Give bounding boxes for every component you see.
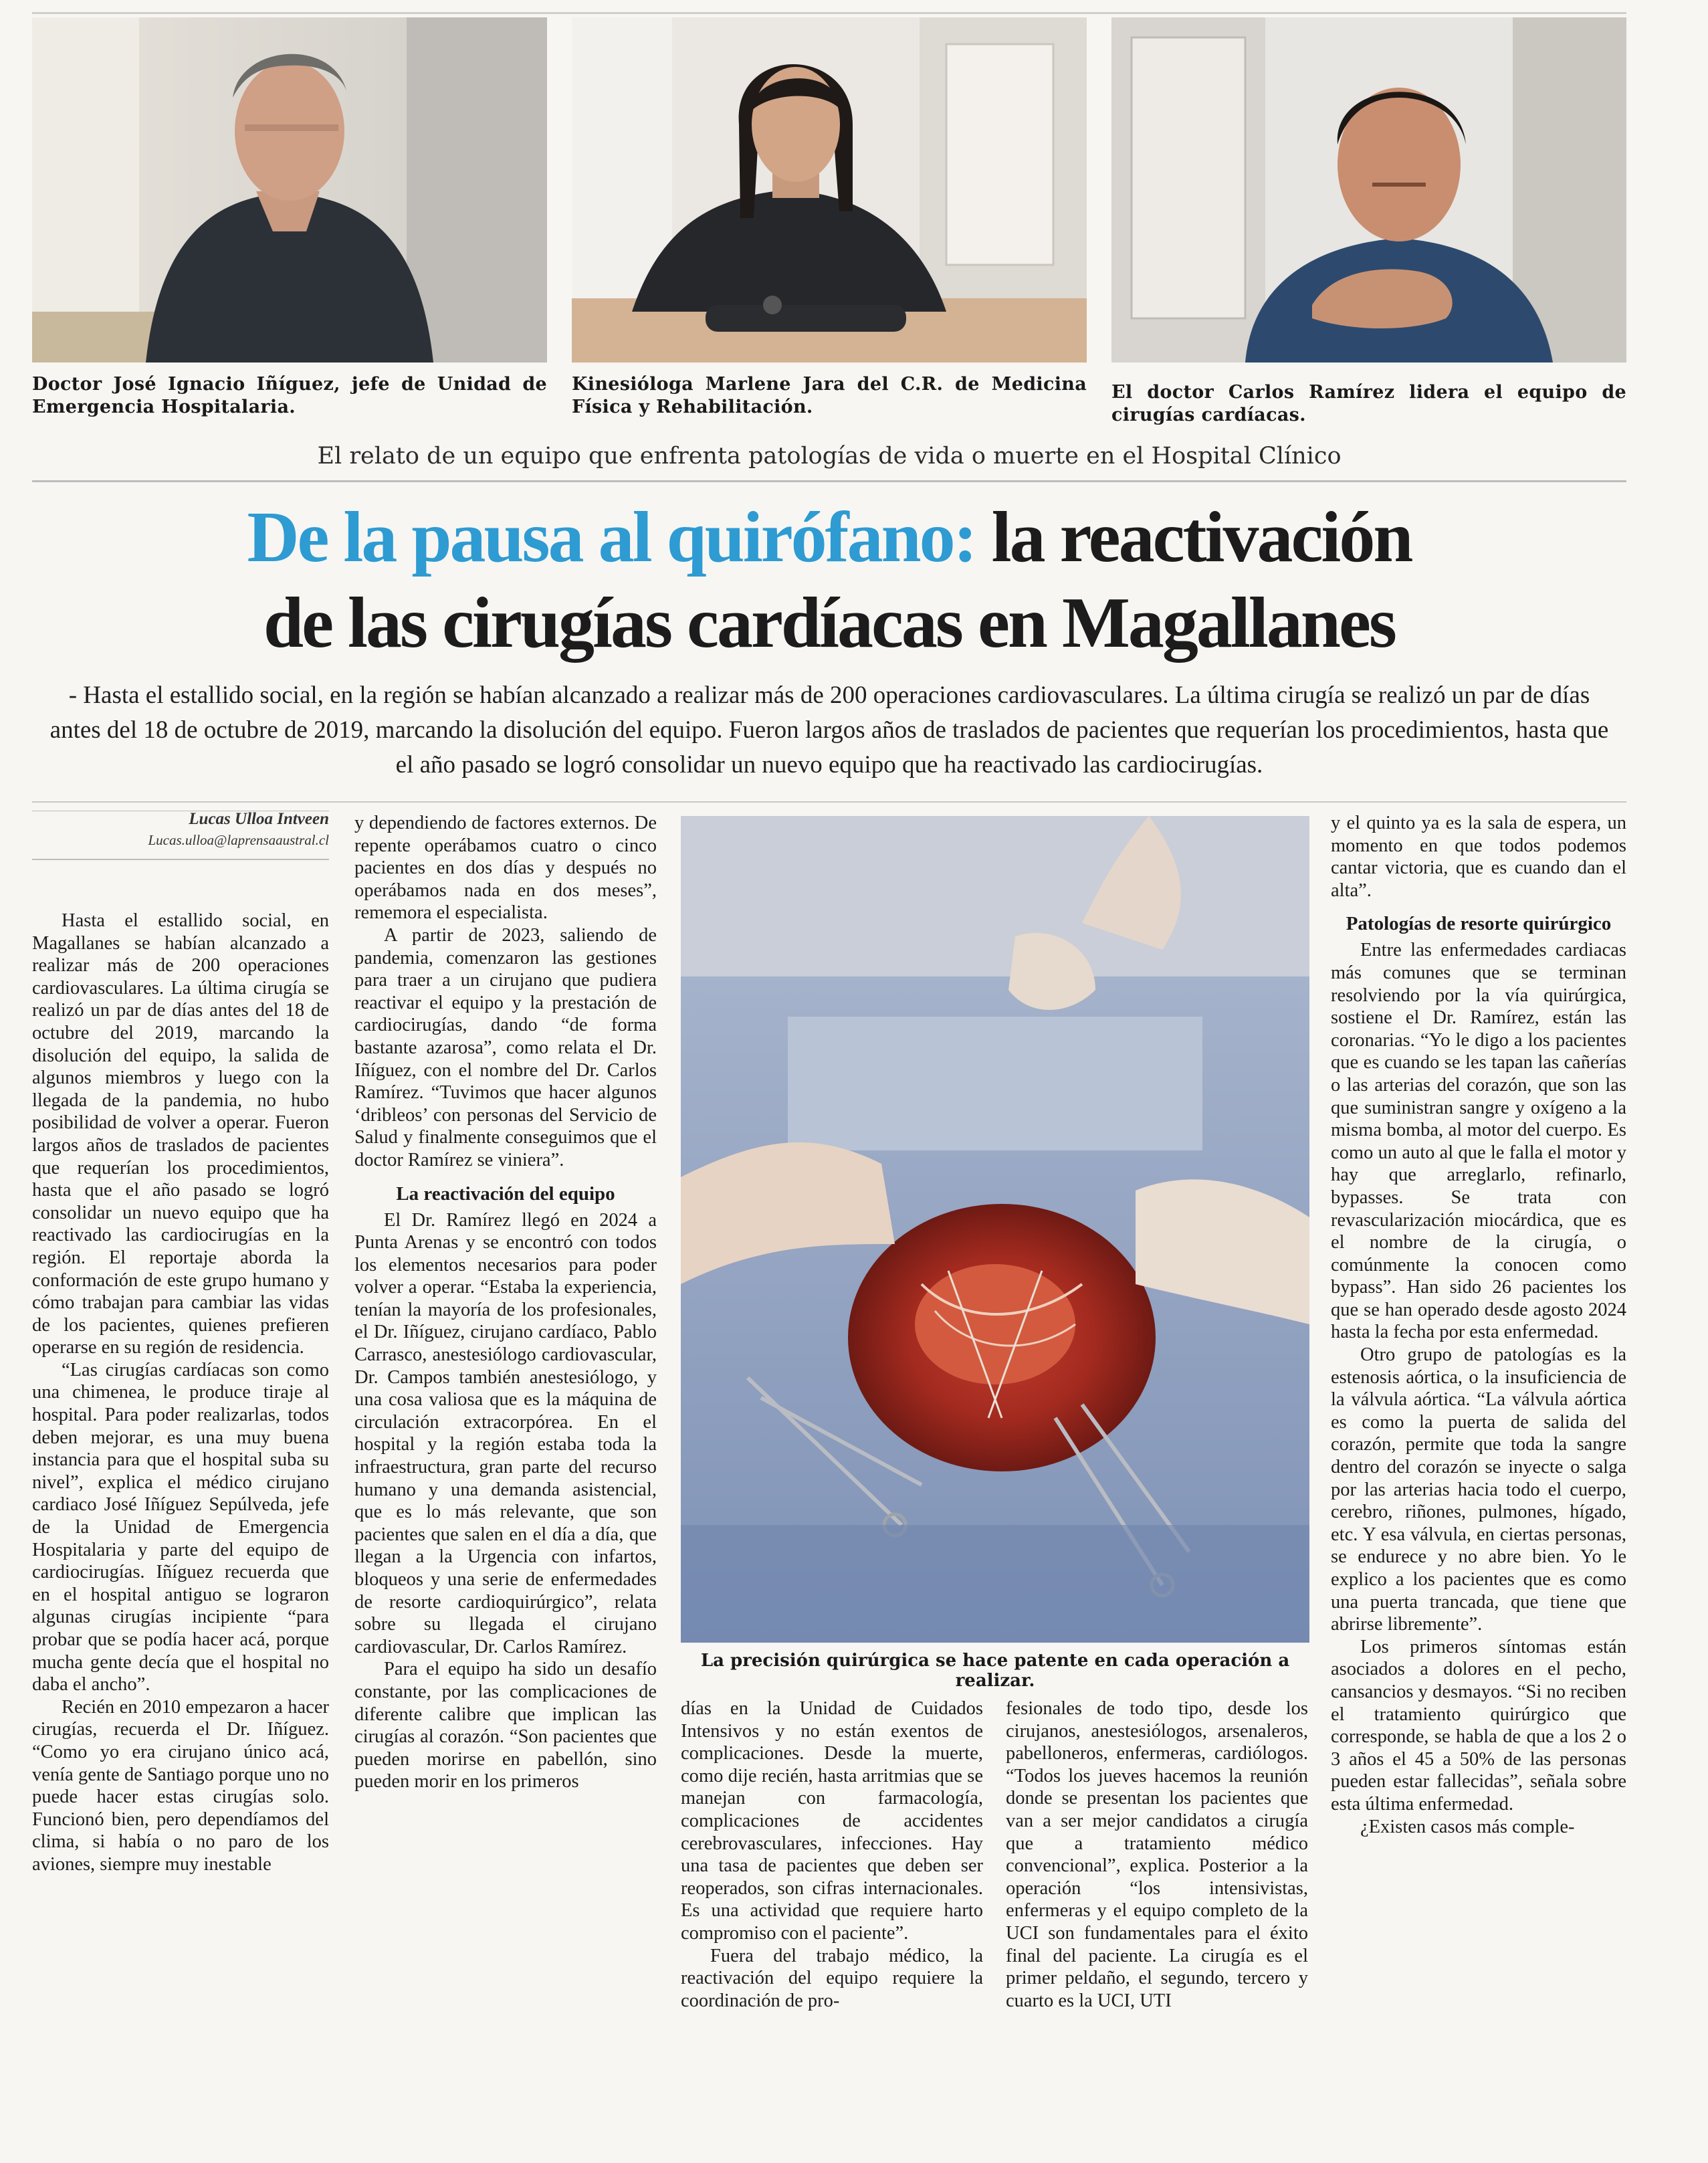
lede-rule [32,801,1626,803]
headline-rest: la reactivación [991,498,1412,577]
headline-line-1 [32,495,1626,581]
subhead-patologias: Patologías de resorte quirúrgico [1346,913,1612,935]
paragraph: El Dr. Ramírez llegó en 2024 a Punta Arenas y se encontró con todos los elementos necesarios para poder volver a operar. “Estaba la experiencia, tenían la mayoría de los profesionales, el Dr. Iñíguez, cirujano cardíaco, Pablo Carrasco, anestesiólogo cardiovascular, Dr. Campos también anestesiólogo, y una cosa valiosa que es la máquina de circulación extracorpórea. En el hospital y la región estaba toda la infraestructura, gran parte del recurso humano y una demanda asistencial, que es lo más relevante, que son pacientes que salen en el día a día, que llegan a la Urgencia con infartos, bloqueos y una serie de enfermedades de resorte cardioquirúrgico”, relata sobre su llegada el cirujano cardiovascular, Dr. Carlos Ramírez. [354,1209,657,1657]
headline [32,495,1626,666]
column-5 [1331,812,1626,1838]
paragraph: “Las cirugías cardíacas son como una chimenea, le produce tiraje al hospital. Para poder realizarlas, todos deben mejorar, es una muy buena instancia para que el hospital suba su nivel”, explica el médico cirujano cardiaco José Iñíguez Sepúlveda, jefe de la Unidad de Emergencia Hospitalaria y parte del equipo de cardiocirugías. Iñíguez recuerda que en el hospital antiguo se lograron algunas cirugías incipiente “para probar que se podía hacer acá, porque mucha gente decía que el hospital no daba el ancho”. [32,1359,329,1695]
byline-author: Lucas Ulloa Intveen [189,810,329,828]
paragraph: y dependiendo de factores externos. De repente operábamos cuatro o cinco pacientes en dos días y después no operábamos nada en dos meses”, rememora el especialista. [354,813,657,924]
kicker: El relato de un equipo que enfrenta patologías de vida o muerte en el Hospital Clínico [317,443,1342,470]
paragraph: y el quinto ya es la sala de espera, un momento en que todos podemos cantar victoria, que es cuando dan el alta”. [1331,813,1626,901]
paragraph: Otro grupo de patologías es la estenosis aórtica, o la insuficiencia de la válvula aórtica. “La válvula aórtica es como la puerta de salida del corazón, permite que toda la sangre dentro del corazón se inyecte o salga por las arterias hacia todo el cuerpo, cerebro, riñones, pulmones, hígado, etc. Y esa válvula, en ciertas personas, se endurece y no abre bien. Yo le explico a los pacientes que es como una puerta trancada, que tiene que abrirse libremente”. [1331,1344,1626,1635]
photo-marlene-jara [572,17,1087,363]
paragraph: fesionales de todo tipo, desde los cirujanos, anestesiólogos, arsenaleros, pabelloneros, enfermeras, cardiólogos. “Todos los jueves hacemos la reunión donde se presentan los pacientes que van a ser mejor candidatos a cirugía que a tratamiento médico convencional”, explica. Posterior a la operación “los intensivistas, enfermeras y el equipo completo de la UCI son fundamentales para el éxito final del paciente. La cirugía es el primer peldaño, el segundo, tercero y cuarto es la UCI, UTI [1006,1698,1308,2011]
paragraph: A partir de 2023, saliendo de pandemia, comenzaron las gestiones para traer a un cirujano que pudiera reactivar el equipo y la prestación de cardiocirugías, dando “de forma bastante azarosa”, como relata el Dr. Iñíguez, con el nombre del Dr. Carlos Ramírez. “Tuvimos que hacer algunos ‘dribleos’ con personas del Servicio de Salud y finalmente conseguimos que el doctor Ramírez se viniera”. [354,924,657,1170]
photo-caption-1: Doctor José Ignacio Iñíguez, jefe de Unidad de Emergencia Hospitalaria. [32,374,547,417]
column-4 [1006,1697,1308,2012]
paragraph: Recién en 2010 empezaron a hacer cirugías, recuerda el Dr. Iñíguez. “Como yo era cirujano único acá, venía gente de Santiago porque uno no puede hacer estas cirugías solo. Funcionó bien, pero dependíamos del clima, si había o no paro de los aviones, siempre muy inestable [32,1696,329,1875]
column-1 [32,910,329,1876]
kicker-rule [32,480,1626,482]
photo-caption-2: Kinesióloga Marlene Jara del C.R. de Medicina Física y Rehabilitación. [572,374,1087,417]
paragraph: Entre las enfermedades cardiacas más comunes que se terminan resolviendo por la vía quirúrgica, sostiene el Dr. Ramírez, están las coronarias. “Yo le digo a los pacientes que es cuando se les tapan las cañerías o las arterias del corazón, que son las que suministran sangre y oxígeno a la misma bomba, al motor del cuerpo. Es como un auto al que le falla el motor y hay que arreglarlo, refinarlo, bypasses. Se trata con revascularización miocárdica, que es el nombre de la cirugía, o comúnmente la conocen como bypass”. Han sido 26 pacientes los que se han operado desde agosto 2024 hasta la fecha por esta enfermedad. [1331,940,1626,1343]
headline-line-2: de las cirugías cardíacas en Magallanes [263,583,1395,663]
byline-email: Lucas.ulloa@laprensaaustral.cl [148,832,329,848]
byline-bottom-rule [32,859,329,860]
paragraph: Los primeros síntomas están asociados a dolores en el pecho, cansancios y desmayos. “Si no reciben el tratamiento quirúrgico que corresponde, se habla de que a los 2 o 3 años el 45 a 50% de las personas pueden estar fallecidas”, señala sobre esta última enfermedad. [1331,1636,1626,1815]
photo-carlos-ramirez [1111,17,1626,363]
photo-caption-3: El doctor Carlos Ramírez lidera el equipo de cirugías cardíacas. [1111,382,1626,425]
photo-jose-iniguez [32,17,547,363]
paragraph: días en la Unidad de Cuidados Intensivos y no están exentos de complicaciones. Desde la muerte, como dije recién, hasta arritmias que se manejan con farmacología, complicaciones de accidentes cerebrovasculares, infecciones. Hay una tasa de pacientes que deben ser reoperados, son cifras internacionales. Es una actividad que requiere harto compromiso con el paciente”. [681,1698,983,1944]
paragraph: Para el equipo ha sido un desafío constante, por las complicaciones de diferente calibre que implican las cirugías al corazón. “Son pacientes que pueden morirse en pabellón, sino pueden morir en los primeros [354,1659,657,1792]
surgery-caption: La precisión quirúrgica se hace patente en cada operación a realizar. [700,1651,1290,1691]
column-2 [354,812,657,1793]
column-3 [681,1697,983,2012]
lede: - Hasta el estallido social, en la región se habían alcanzado a realizar más de 200 operaciones cardiovasculares. La última cirugía se realizó un par de días antes del 18 de octubre de 2019, marcando la disolución del equipo. Fueron largos años de traslados de pacientes que requerían los procedimientos, hasta que el año pasado se logró consolidar un nuevo equipo que ha reactivado las cardiocirugías. [49,682,1609,779]
surgery-photo [681,816,1309,1643]
paragraph: ¿Existen casos más comple- [1360,1816,1575,1837]
paragraph: Hasta el estallido social, en Magallanes se habían alcanzado a realizar más de 200 operaciones cardiovasculares. La última cirugía se realizó un par de días antes del 18 de octubre del 2019, marcando la disolución del equipo, la salida de algunos miembros y luego con la llegada de la pandemia, no hubo posibilidad de volver a operar. Fueron largos años de traslados de pacientes que requerían los procedimientos, hasta que el año pasado se logró consolidar un nuevo equipo que ha reactivado las cardiocirugías en la región. El reportaje aborda la conformación de este grupo humano y cómo trabajan para cambiar las vidas de los pacientes, quienes prefieren operarse en su región de residencia. [32,910,329,1358]
subhead-reactivacion: La reactivación del equipo [396,1182,615,1205]
headline-highlight: De la pausa al quirófano: [247,498,976,577]
paragraph: Fuera del trabajo médico, la reactivación del equipo requiere la coordinación de pro- [681,1945,983,2011]
top-rule [32,12,1626,14]
